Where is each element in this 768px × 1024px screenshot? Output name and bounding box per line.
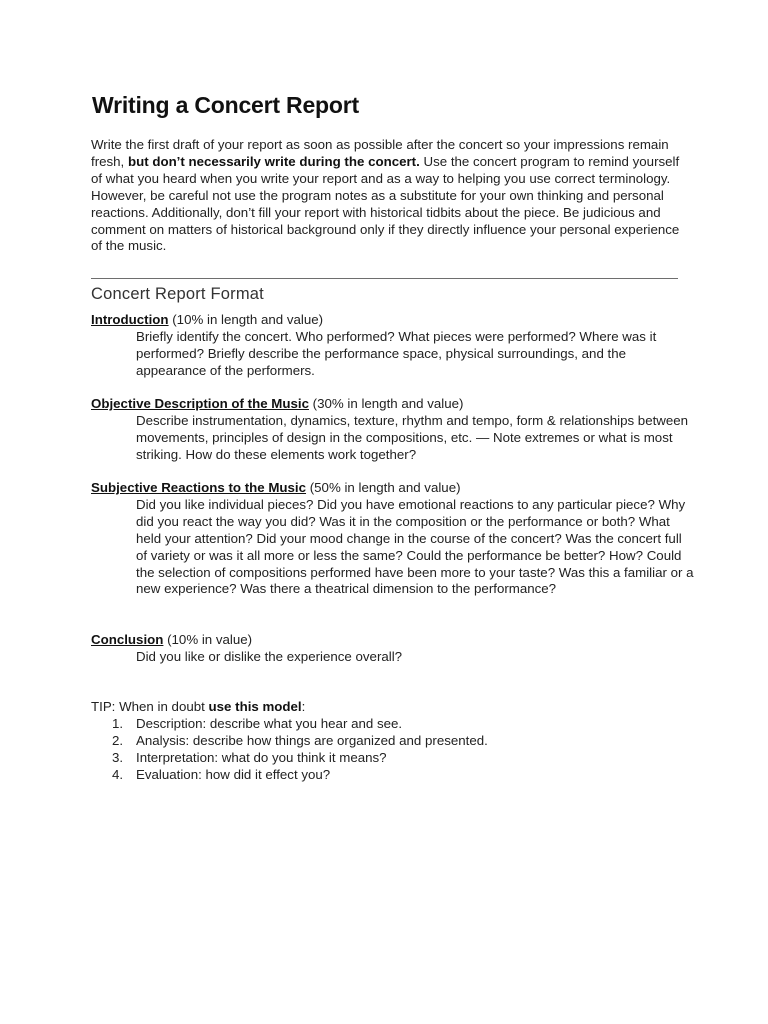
list-number: 3. bbox=[112, 750, 124, 765]
list-item bbox=[91, 749, 691, 766]
horizontal-divider bbox=[91, 278, 678, 279]
list-item bbox=[91, 715, 691, 732]
section-heading bbox=[91, 632, 691, 649]
section-name: Introduction bbox=[91, 312, 169, 327]
section-conclusion bbox=[91, 632, 691, 666]
section-name: Objective Description of the Music bbox=[91, 396, 309, 411]
tip-prefix: TIP: When in doubt bbox=[91, 699, 209, 714]
intro-text-1: Write the first draft of your report as soon as possible after the concert so your impressions remain fresh, bbox=[91, 137, 669, 169]
intro-text-2: Use the concert program to remind yourself of what you heard when you write your report and as a way to helping you use correct terminology. However, be careful not use the program notes as a substitute for your own thinking and personal reactions. Additionally, don’t fill your report with historical tidbits about the piece. Be judicious and comment on matters of historical background only if they directly influence your personal experience of the music. bbox=[91, 153, 680, 254]
page-title: Writing a Concert Report bbox=[92, 92, 359, 118]
model-steps-list bbox=[91, 715, 691, 783]
list-number: 1. bbox=[112, 716, 124, 731]
section-body: Describe instrumentation, dynamics, texture, rhythm and tempo, form & relationships between movements, principles of design in the compositions, etc. — Note extremes or what is most striking. How do these elements work together? bbox=[136, 412, 689, 462]
tip-block bbox=[91, 698, 691, 783]
section-weight: (10% in value) bbox=[163, 632, 253, 647]
section-body: Briefly identify the concert. Who performed? What pieces were performed? Where was it performed? Briefly describe the performance space, physical surroundings, and the appearance of the performers. bbox=[136, 328, 657, 378]
tip-bold: use this model bbox=[208, 699, 302, 714]
list-text: Description: describe what you hear and see. bbox=[136, 716, 403, 731]
list-number: 2. bbox=[112, 733, 124, 748]
list-text: Analysis: describe how things are organized and presented. bbox=[136, 733, 488, 748]
section-subjective-reactions bbox=[91, 480, 694, 598]
section-heading bbox=[91, 396, 691, 413]
tip-label bbox=[91, 698, 691, 715]
tip-suffix: : bbox=[301, 699, 306, 714]
section-heading bbox=[91, 312, 691, 329]
list-number: 4. bbox=[112, 767, 124, 782]
section-weight: (50% in length and value) bbox=[306, 480, 461, 495]
section-name: Conclusion bbox=[91, 632, 164, 647]
list-text: Interpretation: what do you think it means? bbox=[136, 750, 387, 765]
list-text: Evaluation: how did it effect you? bbox=[136, 767, 331, 782]
section-heading bbox=[91, 480, 691, 497]
list-item bbox=[91, 766, 691, 783]
format-heading: Concert Report Format bbox=[91, 285, 264, 303]
section-weight: (10% in length and value) bbox=[168, 312, 324, 327]
section-objective-description bbox=[91, 396, 691, 464]
section-body: Did you like individual pieces? Did you have emotional reactions to any particular piece? Why did you react the way you did? Was it in the composition or the performance or both? What held your attention? Did your mood change in the course of the concert? Was the concert full of variety or was it all more or less the same? Could the performance be better? How? Could the selection of compositions performed have been more to your taste? Was this a familiar or a new experience? Was there a theatrical dimension to the performance? bbox=[136, 496, 694, 597]
intro-paragraph bbox=[91, 137, 691, 255]
list-item bbox=[91, 732, 691, 749]
intro-bold-text: but don’t necessarily write during the concert. bbox=[127, 153, 420, 169]
section-weight: (30% in length and value) bbox=[308, 396, 464, 411]
section-name: Subjective Reactions to the Music bbox=[91, 480, 307, 495]
section-body: Did you like or dislike the experience overall? bbox=[136, 648, 403, 664]
section-introduction bbox=[91, 312, 691, 380]
